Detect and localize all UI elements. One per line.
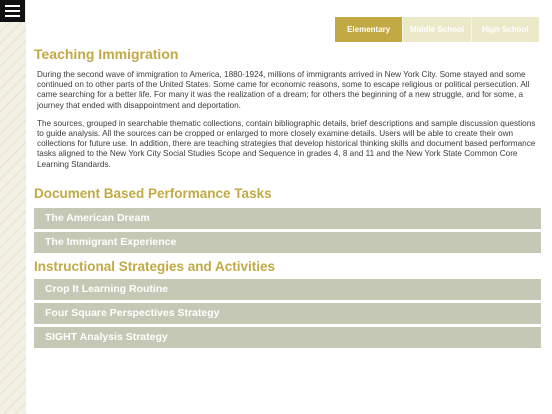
- task-immigrant-experience[interactable]: The Immigrant Experience: [34, 232, 541, 253]
- strategy-crop-it[interactable]: Crop It Learning Routine: [34, 279, 541, 300]
- strategies-heading: Instructional Strategies and Activities: [34, 258, 276, 274]
- sources-paragraph: The sources, grouped in searchable thematic collections, contain bibliographic details, brief descriptions and sample discussion questions to guide analysis. All the sources can be cropped or enlarged to more closely examine details. Users will be able to create their own collections for future use. In addition, there are teaching strategies that develop historical thinking skills and document based performance tasks aligned to the New York City Social Studies Scope and Sequence in grades 4, 8 and 11 and the New York State Common Core Learning Standards.: [37, 118, 536, 169]
- hamburger-menu-icon[interactable]: [0, 0, 25, 22]
- strategy-sight-analysis[interactable]: SIGHT Analysis Strategy: [34, 327, 541, 348]
- grade-level-tabs: [335, 17, 539, 42]
- intro-paragraph: During the second wave of immigration to America, 1880-1924, millions of immigrants arrived in New York City. Some stayed and some continued on to other parts of the United States. Some came for economic reasons, some to escape religious or political persecution. All came searching for a better life. For many it was the realization of a dream; for others the beginning of a new struggle, and for some, a journey that ended with disappointment and deportation.: [37, 70, 530, 110]
- menu-line: [5, 15, 20, 17]
- menu-line: [5, 5, 20, 7]
- tab-high-school[interactable]: High School: [471, 17, 539, 42]
- tab-elementary[interactable]: Elementary: [335, 17, 402, 42]
- page-title: Teaching Immigration: [34, 46, 179, 62]
- decorative-left-strip: [0, 0, 26, 414]
- menu-line: [5, 10, 20, 12]
- tab-middle-school[interactable]: Middle School: [402, 17, 470, 42]
- main-content: [34, 46, 541, 348]
- task-american-dream[interactable]: The American Dream: [34, 208, 541, 229]
- strategy-four-square[interactable]: Four Square Perspectives Strategy: [34, 303, 541, 324]
- performance-tasks-heading: Document Based Performance Tasks: [34, 185, 272, 201]
